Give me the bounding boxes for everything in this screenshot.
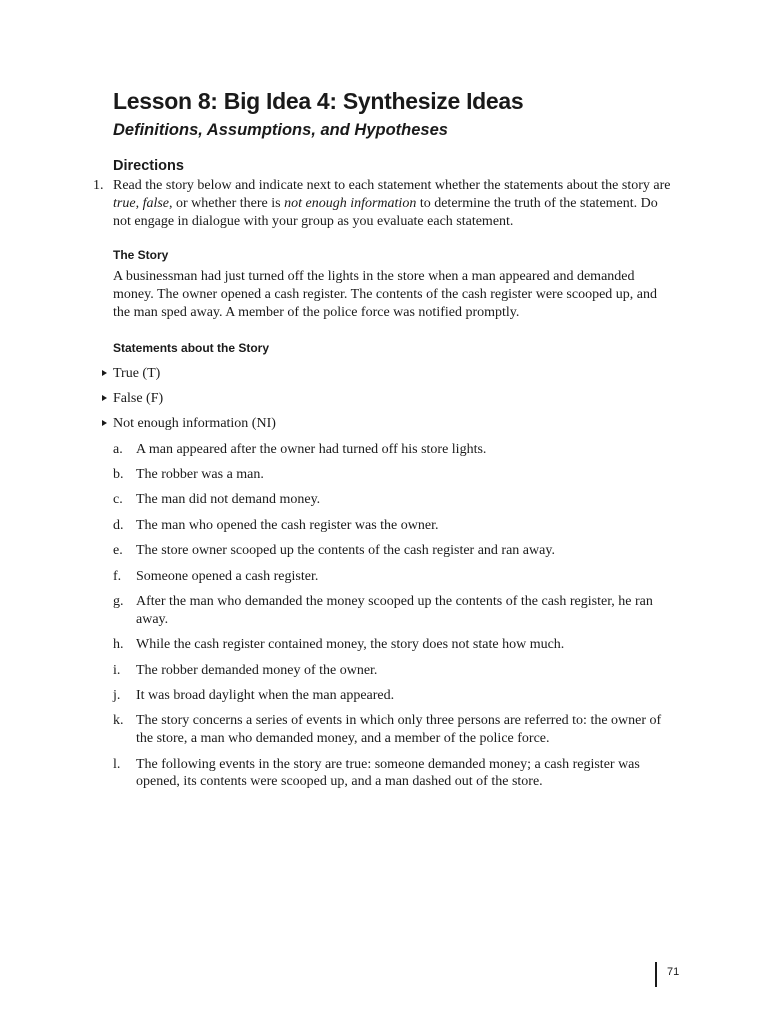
statement-letter: a.: [113, 441, 123, 457]
answer-option-label: True (T): [113, 365, 161, 381]
statement-item: [113, 466, 673, 484]
statement-item: [113, 517, 673, 535]
bullet-triangle-icon: [102, 420, 107, 426]
emphasis-false: false: [142, 195, 170, 211]
story-text: A businessman had just turned off the lights in the store when a man appeared and demanded money. The owner opened a cash register. The contents of the cash register were scooped up, and the man sped away. A member of the police force was notified promptly.: [113, 269, 657, 320]
statement-text: After the man who demanded the money scooped up the contents of the cash register, he ran away.: [136, 594, 653, 627]
statement-text: The man who opened the cash register was the owner.: [136, 517, 439, 533]
bullet-triangle-icon: [102, 370, 107, 376]
statement-item: [113, 542, 673, 560]
statement-item: [113, 491, 673, 509]
emphasis-true: true: [113, 195, 136, 211]
statement-item: [113, 712, 673, 748]
statement-text: It was broad daylight when the man appeared.: [136, 687, 395, 703]
statement-item: [113, 636, 673, 654]
answer-options-list: [113, 365, 673, 433]
directions-number: 1.: [93, 178, 104, 193]
statement-letter: e.: [113, 543, 123, 559]
statement-text: The robber was a man.: [136, 467, 264, 483]
statement-item: [113, 441, 673, 459]
directions-text-3: to determine the truth of the statement. Do not engage in dialogue with your group as you evaluate each statement.: [113, 195, 658, 229]
statement-item: [113, 687, 673, 705]
bullet-triangle-icon: [102, 395, 107, 401]
statement-text: Someone opened a cash register.: [136, 568, 319, 584]
statements-heading: Statements about the Story: [113, 340, 270, 355]
statement-letter: h.: [113, 637, 124, 653]
page-number: 71: [667, 966, 680, 978]
directions-text-2: , or whether there is: [169, 195, 285, 211]
statement-text: The robber demanded money of the owner.: [136, 662, 378, 678]
story-heading: The Story: [113, 248, 169, 263]
statement-text: The story concerns a series of events in which only three persons are referred to: the owner of the store, a man who demanded money, and a member of the police force.: [136, 713, 662, 747]
answer-option: [113, 390, 673, 408]
directions-separator: ,: [135, 195, 143, 211]
statement-letter: b.: [113, 467, 124, 483]
page-content: [93, 86, 673, 799]
statement-letter: j.: [113, 687, 121, 703]
statements-list: [113, 441, 673, 791]
answer-option: [113, 365, 673, 383]
statement-letter: i.: [113, 662, 121, 678]
statement-letter: k.: [113, 713, 124, 729]
statement-letter: f.: [113, 568, 122, 584]
statement-text: While the cash register contained money, the story does not state how much.: [136, 637, 565, 653]
answer-option: [113, 415, 673, 433]
statement-item: [113, 593, 673, 629]
statement-text: A man appeared after the owner had turned off his store lights.: [136, 441, 487, 457]
statement-letter: l.: [113, 756, 121, 772]
directions-heading: Directions: [113, 158, 184, 174]
statement-letter: c.: [113, 492, 123, 508]
page-title: Lesson 8: Big Idea 4: Synthesize Ideas: [113, 88, 524, 114]
directions-item: [93, 177, 673, 230]
page-subtitle: Definitions, Assumptions, and Hypotheses: [113, 121, 448, 139]
statement-letter: d.: [113, 517, 124, 533]
statement-text: The store owner scooped up the contents of the cash register and ran away.: [136, 543, 555, 559]
statement-item: [113, 662, 673, 680]
page-number-divider: [655, 962, 657, 987]
statement-item: [113, 568, 673, 586]
answer-option-label: False (F): [113, 391, 164, 407]
emphasis-not-enough-info: not enough information: [284, 195, 417, 211]
directions-text-1: Read the story below and indicate next to each statement whether the statements about the story are: [113, 178, 671, 193]
statement-text: The following events in the story are true: someone demanded money; a cash register was opened, its contents were scooped up, and a man dashed out of the store.: [136, 756, 640, 790]
statement-letter: g.: [113, 594, 124, 610]
answer-option-label: Not enough information (NI): [113, 416, 276, 432]
statement-item: [113, 756, 673, 792]
statement-text: The man did not demand money.: [136, 492, 321, 508]
